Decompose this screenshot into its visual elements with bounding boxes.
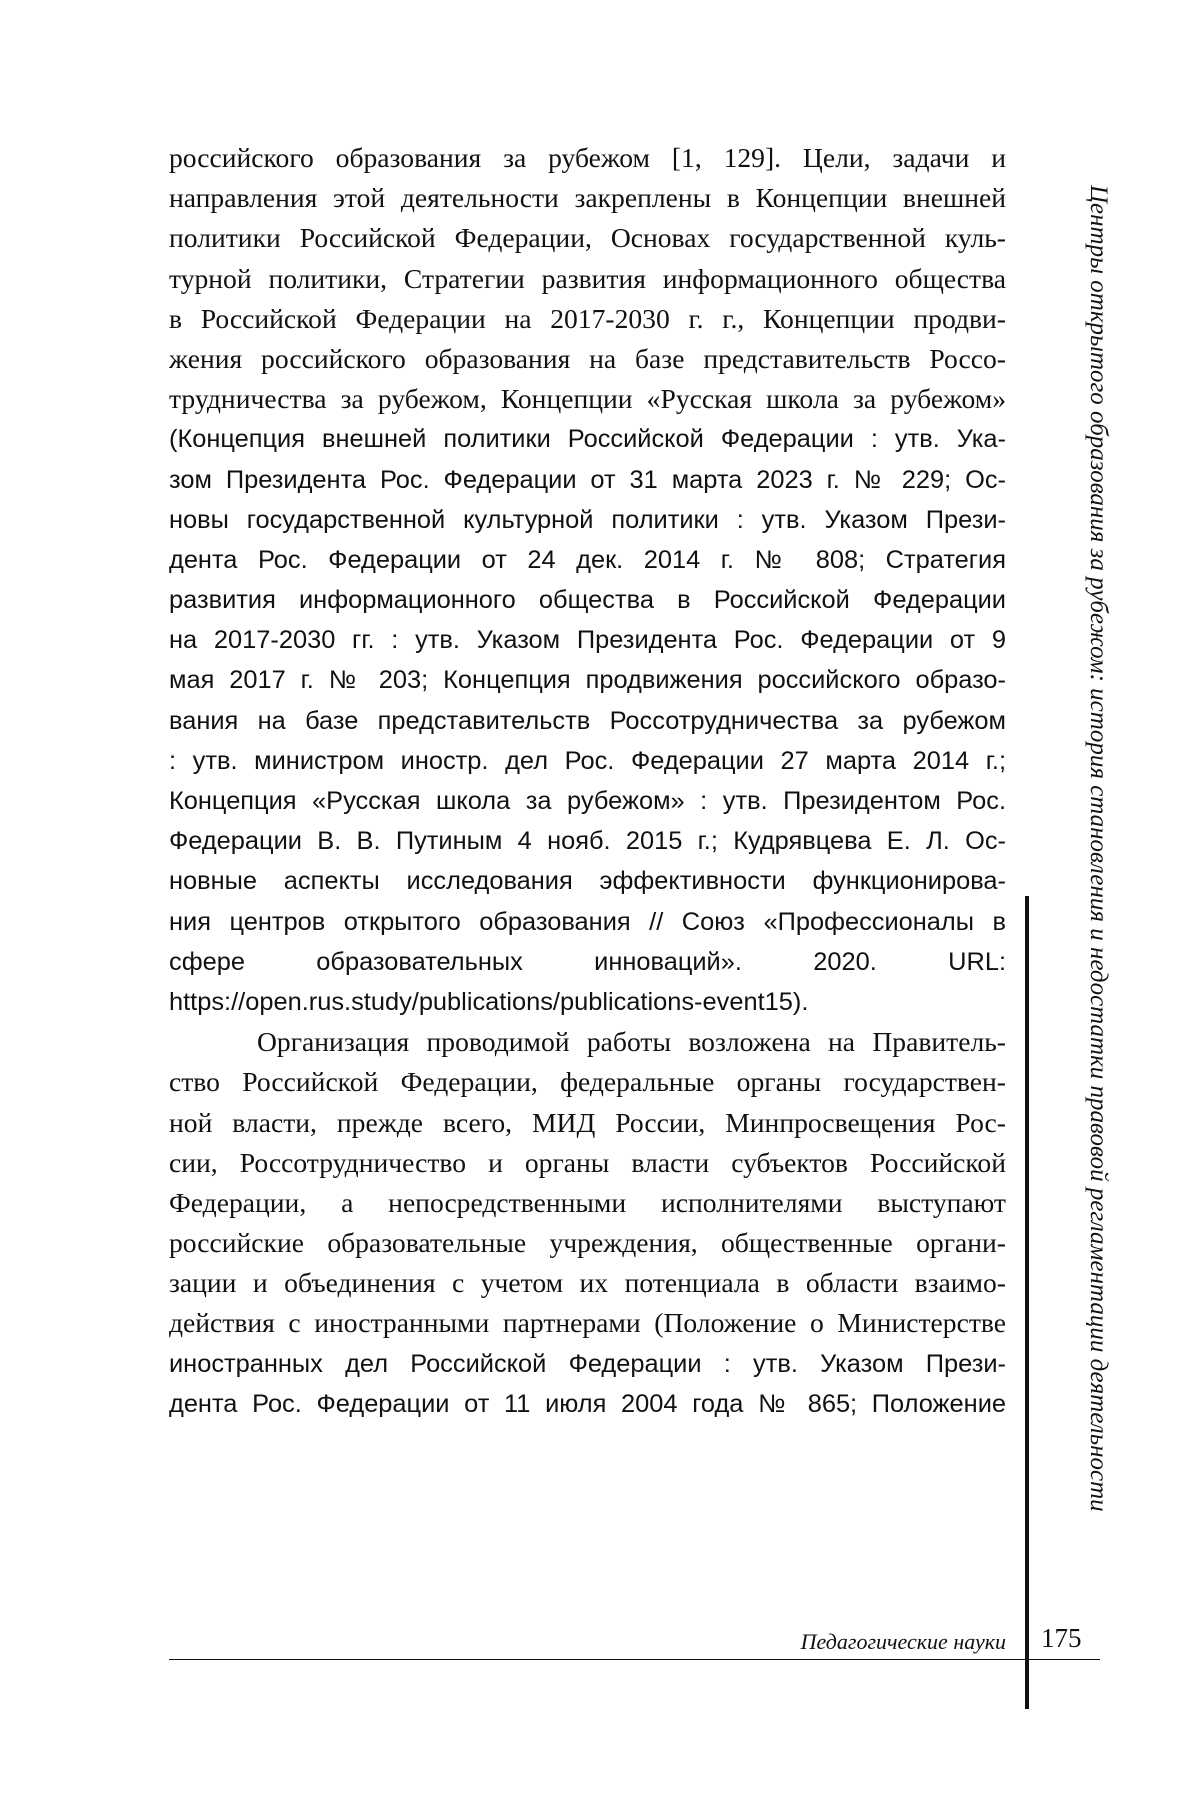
text-line: политики Российской Федерации, Основах государственной куль- [169,218,1006,258]
text-line: в Российской Федерации на 2017-2030 г. г., Концепции продви- [169,299,1006,339]
text-line: ной власти, прежде всего, МИД России, Минпросвещения Рос- [169,1103,1006,1143]
citation-line: Концепция «Русская школа за рубежом» : утв. Президентом Рос. [169,781,1006,821]
citation-line: на 2017-2030 гг. : утв. Указом Президента Рос. Федерации от 9 [169,620,1006,660]
citation-line: Федерации В. В. Путиным 4 нояб. 2015 г.; Кудрявцева Е. Л. Ос- [169,821,1006,861]
document-page [0,0,1200,1798]
text-line: жения российского образования на базе представительств Россо- [169,339,1006,379]
citation-line: новные аспекты исследования эффективности функционирова- [169,861,1006,901]
text-line: турной политики, Стратегии развития информационного общества [169,259,1006,299]
text-line: направления этой деятельности закреплены в Концепции внешней [169,178,1006,218]
text-line: трудничества за рубежом, Концепции «Русская школа за рубежом» [169,379,1006,419]
text-line: сии, Россотрудничество и органы власти субъектов Российской [169,1143,1006,1183]
running-title: Центры открытого образования за рубежом: история становления и недостатки правовой регламентации деятельности [1078,185,1118,1485]
text-line: российского образования за рубежом [1, 129]. Цели, задачи и [169,138,1006,178]
citation-line: дента Рос. Федерации от 11 июля 2004 года № 865; Положение [169,1384,1006,1424]
body-text [169,138,1006,1424]
text-line: ство Российской Федерации, федеральные органы государствен- [169,1062,1006,1102]
citation-line: развития информационного общества в Российской Федерации [169,580,1006,620]
citation-line: иностранных дел Российской Федерации : утв. Указом Прези- [169,1344,1006,1384]
footer-section-title: Педагогические науки [801,1628,1006,1656]
citation-line: (Концепция внешней политики Российской Федерации : утв. Ука- [169,419,1006,459]
page-number: 175 [1041,1621,1082,1655]
citation-line: новы государственной культурной политики : утв. Указом Прези- [169,500,1006,540]
text-line: действия с иностранными партнерами (Положение о Министерстве [169,1303,1006,1343]
footer-rule [169,1659,1100,1660]
citation-line: дента Рос. Федерации от 24 дек. 2014 г. № 808; Стратегия [169,540,1006,580]
margin-rule [1025,896,1029,1709]
citation-line: сфере образовательных инноваций». 2020. URL: [169,942,1006,982]
text-line: российские образовательные учреждения, общественные органи- [169,1223,1006,1263]
text-line: Федерации, а непосредственными исполнителями выступают [169,1183,1006,1223]
citation-line: зом Президента Рос. Федерации от 31 марта 2023 г. № 229; Ос- [169,460,1006,500]
citation-line: мая 2017 г. № 203; Концепция продвижения российского образо- [169,660,1006,700]
paragraph-first-line: Организация проводимой работы возложена на Правитель- [169,1022,1006,1062]
citation-line: : утв. министром иностр. дел Рос. Федерации 27 марта 2014 г.; [169,741,1006,781]
text-line: зации и объединения с учетом их потенциала в области взаимо- [169,1263,1006,1303]
citation-line: ния центров открытого образования // Союз «Профессионалы в [169,902,1006,942]
citation-url-line: https://open.rus.study/publications/publications-event15). [169,982,1006,1022]
citation-line: вания на базе представительств Россотрудничества за рубежом [169,701,1006,741]
